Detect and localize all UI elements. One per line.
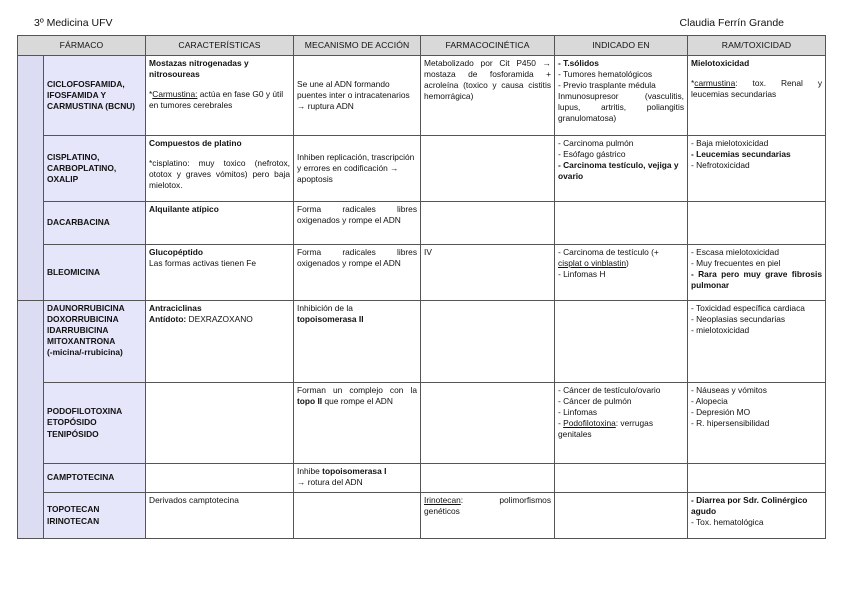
col-header-farmaco: FÁRMACO — [18, 36, 146, 56]
drug-name: CISPLATINO, CARBOPLATINO, OXALIP — [44, 136, 146, 202]
table-row — [18, 301, 826, 383]
header-author: Claudia Ferrín Grande — [679, 17, 784, 29]
col-header-indicado: INDICADO EN — [555, 36, 688, 56]
col-header-ram: RAM/TOXICIDAD — [688, 36, 826, 56]
table-header-row — [18, 36, 826, 56]
drug-table — [17, 35, 826, 539]
indications-cell: - Carcinoma pulmón - Esófago gástrico - Carcinoma testículo, vejiga y ovario — [555, 136, 688, 202]
characteristics-cell: Compuestos de platino *cisplatino: muy toxico (nefrotox, ototox y graves vómitos) pero baja mielotox. — [146, 136, 294, 202]
col-header-farmacocinetica: FARMACOCINÉTICA — [421, 36, 555, 56]
drug-name: BLEOMICINA — [44, 245, 146, 301]
toxicity-cell: - Toxicidad específica cardiaca - Neoplasias secundarias - mielotoxicidad — [688, 301, 826, 383]
drug-name: DAUNORRUBICINA DOXORRUBICINA IDARRUBICINA MITOXANTRONA (-micina/-rrubicina) — [44, 301, 146, 383]
toxicity-cell — [688, 464, 826, 493]
mechanism-cell — [294, 493, 421, 539]
characteristics-cell: Antraciclinas Antídoto: DEXRAZOXANO — [146, 301, 294, 383]
characteristics-cell — [146, 464, 294, 493]
characteristics-cell: Glucopéptido Las formas activas tienen Fe — [146, 245, 294, 301]
indications-cell — [555, 464, 688, 493]
indications-cell — [555, 493, 688, 539]
drug-name: CAMPTOTECINA — [44, 464, 146, 493]
characteristics-cell: Mostazas nitrogenadas y nitrosoureas *Carmustina: actúa en fase G0 y útil en tumores cerebrales — [146, 56, 294, 136]
pharmacokinetics-cell — [421, 202, 555, 245]
table-row — [18, 136, 826, 202]
toxicity-cell: - Baja mielotoxicidad - Leucemias secundarias - Nefrotoxicidad — [688, 136, 826, 202]
characteristics-cell: Derivados camptotecina — [146, 493, 294, 539]
drug-name: PODOFILOTOXINA ETOPÓSIDO TENIPÓSIDO — [44, 383, 146, 464]
table-row — [18, 245, 826, 301]
characteristics-cell — [146, 383, 294, 464]
indications-cell: - Cáncer de testículo/ovario - Cáncer de pulmón - Linfomas - Podofilotoxina: verrugas genitales — [555, 383, 688, 464]
toxicity-cell: Mielotoxicidad *carmustina: tox. Renal y leucemias secundarias — [688, 56, 826, 136]
mechanism-cell: Forma radicales libres oxigenados y rompe el ADN — [294, 202, 421, 245]
col-header-mecanismo: MECANISMO DE ACCIÓN — [294, 36, 421, 56]
pharmacokinetics-cell: Metabolizado por Cit P450 → mostaza de fosforamida + acroleína (toxico y causa cistitis hemorrágica) — [421, 56, 555, 136]
indications-cell — [555, 202, 688, 245]
pharmacokinetics-cell — [421, 464, 555, 493]
indications-cell: - Carcinoma de testículo (+ cisplat o vinblastin) - Linfomas H — [555, 245, 688, 301]
pharmacokinetics-cell: Irinotecan: polimorfismos genéticos — [421, 493, 555, 539]
pharmacokinetics-cell — [421, 383, 555, 464]
drug-name: DACARBACINA — [44, 202, 146, 245]
pharmacokinetics-cell — [421, 301, 555, 383]
mechanism-cell: Forma radicales libres oxigenados y rompe el ADN — [294, 245, 421, 301]
mechanism-cell: Se une al ADN formando puentes inter o intracatenarios → ruptura ADN — [294, 56, 421, 136]
characteristics-cell: Alquilante atípico — [146, 202, 294, 245]
table-row — [18, 202, 826, 245]
mechanism-cell: Inhiben replicación, trascripción y errores en codificación → apoptosis — [294, 136, 421, 202]
group-label-topoisomerase — [18, 301, 44, 539]
toxicity-cell: - Náuseas y vómitos - Alopecia - Depresión MO - R. hipersensibilidad — [688, 383, 826, 464]
header-course: 3º Medicina UFV — [34, 17, 113, 29]
mechanism-cell: Inhibición de la topoisomerasa II — [294, 301, 421, 383]
mechanism-cell: Inhibe topoisomerasa I → rotura del ADN — [294, 464, 421, 493]
indications-cell — [555, 301, 688, 383]
table-row — [18, 493, 826, 539]
indications-cell: - T.sólidos - Tumores hematológicos - Previo trasplante médula Inmunosupresor (vasculitis, lupus, artritis, poliangitis granulomatosa) — [555, 56, 688, 136]
group-label-alkylating — [18, 56, 44, 301]
mechanism-cell: Forman un complejo con la topo II que rompe el ADN — [294, 383, 421, 464]
toxicity-cell — [688, 202, 826, 245]
col-header-caracteristicas: CARACTERÍSTICAS — [146, 36, 294, 56]
pharmacokinetics-cell — [421, 136, 555, 202]
table-row — [18, 383, 826, 464]
pharmacokinetics-cell: IV — [421, 245, 555, 301]
table-row — [18, 56, 826, 136]
table-row — [18, 464, 826, 493]
toxicity-cell: - Diarrea por Sdr. Colinérgico agudo - Tox. hematológica — [688, 493, 826, 539]
toxicity-cell: - Escasa mielotoxicidad - Muy frecuentes en piel - Rara pero muy grave fibrosis pulmonar — [688, 245, 826, 301]
drug-name: TOPOTECAN IRINOTECAN — [44, 493, 146, 539]
drug-name: CICLOFOSFAMIDA, IFOSFAMIDA Y CARMUSTINA (BCNU) — [44, 56, 146, 136]
